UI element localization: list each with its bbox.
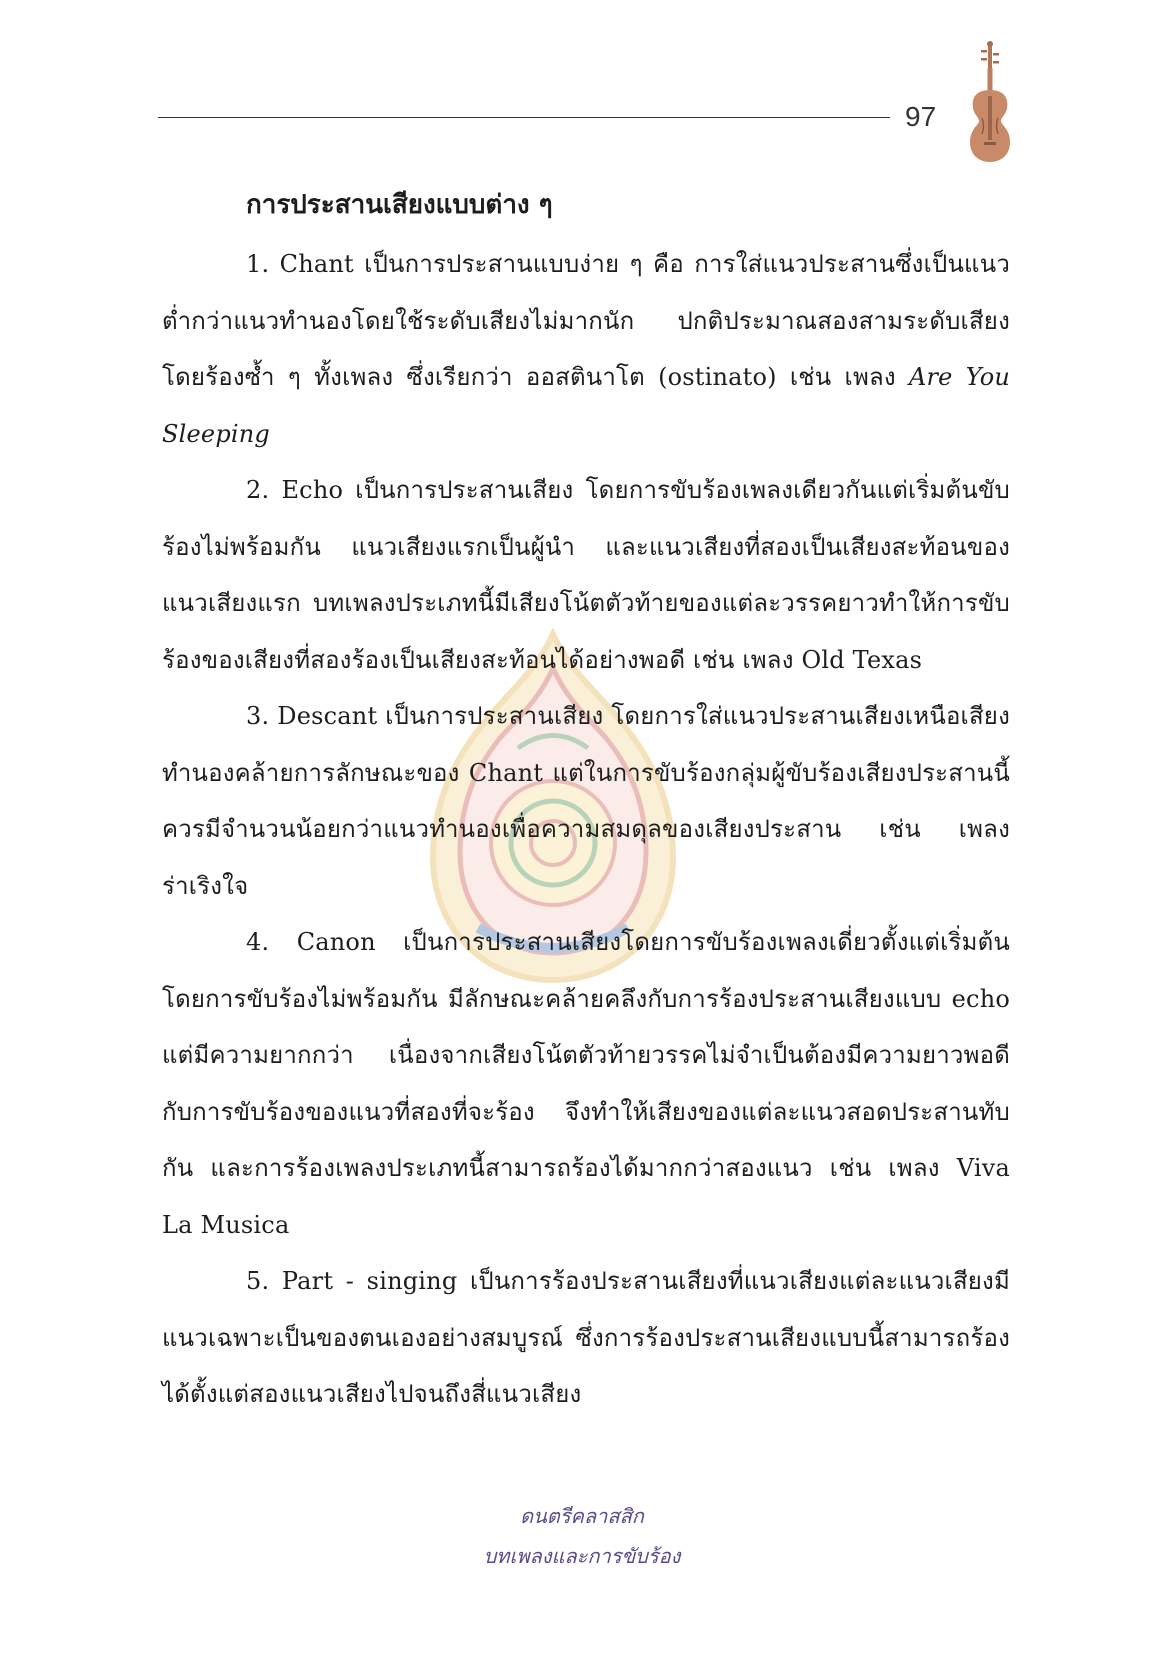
song-title: Are You Sleeping: [162, 363, 1010, 448]
paragraph-canon: 4. Canon เป็นการประสานเสียงโดยการขับร้องเพลงเดี่ยวตั้งแต่เริ่มต้นโดยการขับร้องไม่พร้อมกัน มีลักษณะคล้ายคลึงกับการร้องประสานเสียงแบบ echo แต่มีความยากกว่า เนื่องจากเสียงโน้ตตัวท้ายวรรคไม่จำเป็นต้องมีความยาวพอดีกับการขับร้องของแนวที่สองที่จะร้อง จึงทำให้เสียงของแต่ละแนวสอดประสานทับกัน และการร้องเพลงประเภทนี้สามารถร้องได้มากกว่าสองแนว เช่น เพลง Viva La Musica: [162, 928, 1010, 1239]
page-body: [162, 180, 1010, 1423]
paragraph-echo: 2. Echo เป็นการประสานเสียง โดยการขับร้องเพลงเดียวกันแต่เริ่มต้นขับร้องไม่พร้อมกัน แนวเสียงแรกเป็นผู้นำ และแนวเสียงที่สองเป็นเสียงสะท้อนของแนวเสียงแรก บทเพลงประเภทนี้มีเสียงโน้ตตัวท้ายของแต่ละวรรคยาวทำให้การขับร้องของเสียงที่สองร้องเป็นเสียงสะท้อนได้อย่างพอดี เช่น เพลง Old Texas: [162, 476, 1010, 674]
paragraph-chant: [162, 236, 1010, 462]
section-heading: การประสานเสียงแบบต่าง ๆ: [246, 190, 553, 220]
footer-chapter-title: บทเพลงและการขับร้อง: [483, 1544, 681, 1568]
paragraph-part-singing: 5. Part - singing เป็นการร้องประสานเสียงที่แนวเสียงแต่ละแนวเสียงมีแนวเฉพาะเป็นของตนเองอย่างสมบูรณ์ ซึ่งการร้องประสานเสียงแบบนี้สามารถร้องได้ตั้งแต่สองแนวเสียงไปจนถึงสี่แนวเสียง: [162, 1267, 1010, 1408]
paragraph-text: 1. Chant เป็นการประสานแบบง่าย ๆ คือ การใส่แนวประสานซึ่งเป็นแนวต่ำกว่าแนวทำนองโดยใช้ระดับเสียงไม่มากนัก ปกติประมาณสองสามระดับเสียง โดยร้องซ้ำ ๆ ทั้งเพลง ซึ่งเรียกว่า ออสตินาโต (ostinato) เช่น เพลง: [162, 250, 1010, 391]
violin-icon: [962, 38, 1010, 166]
footer-book-title: ดนตรีคลาสสิก: [520, 1504, 644, 1528]
paragraph-descant: 3. Descant เป็นการประสานเสียง โดยการใส่แนวประสานเสียงเหนือเสียงทำนองคล้ายการลักษณะของ Chant แต่ในการขับร้องกลุ่มผู้ขับร้องเสียงประสานนี้ควรมีจำนวนน้อยกว่าแนวทำนองเพื่อความสมดุลของเสียงประสาน เช่น เพลง ร่าเริงใจ: [162, 702, 1010, 900]
header-rule: [158, 117, 890, 118]
page-number: 97: [905, 101, 937, 132]
